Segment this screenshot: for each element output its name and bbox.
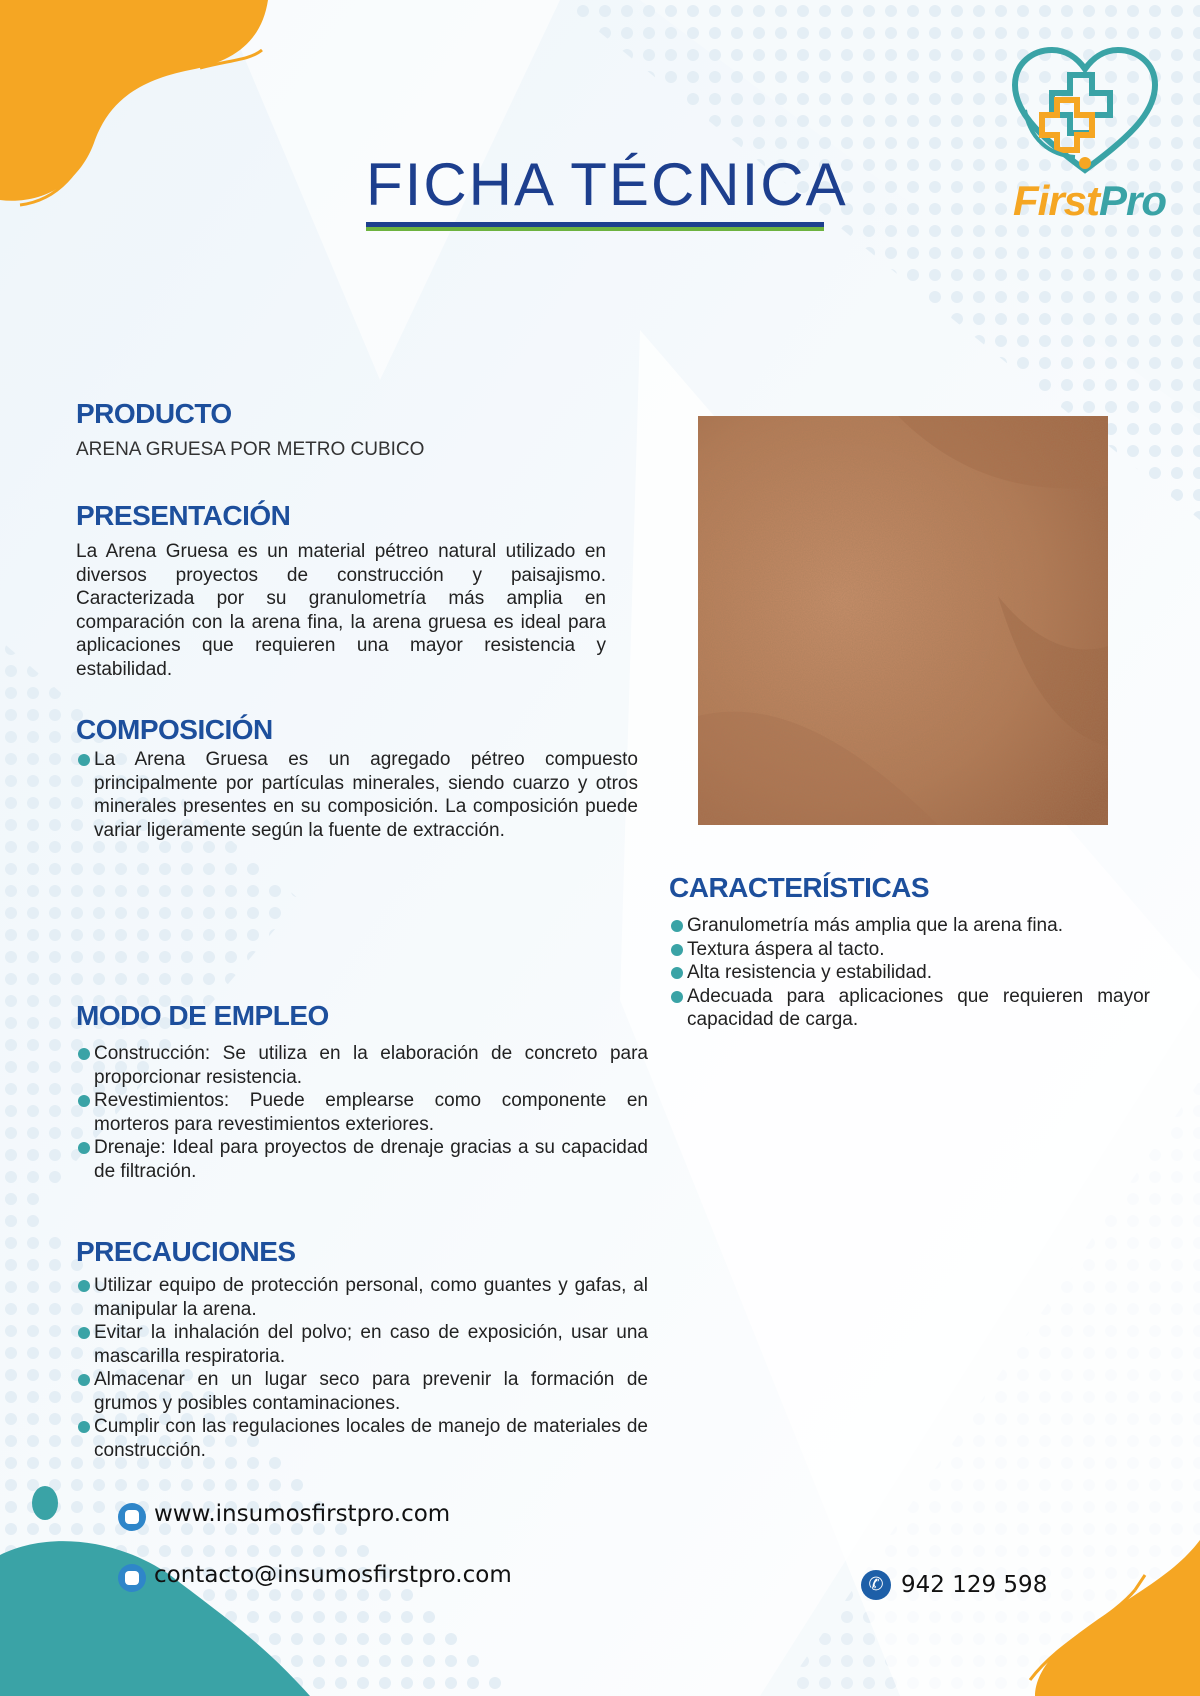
- list-item: La Arena Gruesa es un agregado pétreo compuesto principalmente por partículas minerales, siendo cuarzo y otros minerales presentes en su composición. La composición puede variar ligeramente según la fuente de extracción.: [76, 748, 638, 842]
- list-item: Utilizar equipo de protección personal, como guantes y gafas, al manipular la arena.: [76, 1274, 648, 1321]
- mail-icon: [118, 1564, 146, 1592]
- section-heading-presentacion: PRESENTACIÓN: [76, 500, 291, 531]
- list-item: Revestimientos: Puede emplearse como componente en morteros para revestimientos exteriores.: [76, 1089, 648, 1136]
- section-heading-producto: PRODUCTO: [76, 398, 232, 429]
- page-title: FICHA TÉCNICA: [366, 151, 848, 218]
- product-name: ARENA GRUESA POR METRO CUBICO: [76, 439, 425, 460]
- list-item: Almacenar en un lugar seco para prevenir la formación de grumos y posibles contaminaciones.: [76, 1368, 648, 1415]
- caracteristicas-list: [669, 914, 1150, 1032]
- list-item: Drenaje: Ideal para proyectos de drenaje gracias a su capacidad de filtración.: [76, 1136, 648, 1183]
- section-caracteristicas: [669, 872, 1150, 1032]
- section-producto: [76, 398, 616, 462]
- title-underline: [366, 222, 824, 231]
- email-link[interactable]: contacto@insumosfirstpro.com: [154, 1562, 512, 1588]
- presentacion-text: La Arena Gruesa es un material pétreo natural utilizado en diversos proyectos de construcción y paisajismo. Caracterizada por su granulometría más amplia en comparación con la arena fina, la arena gruesa es ideal para aplicaciones que requieren una mayor resistencia y estabilidad.: [76, 541, 606, 680]
- list-item: Cumplir con las regulaciones locales de manejo de materiales de construcción.: [76, 1415, 648, 1462]
- brand-logo: [1005, 45, 1165, 225]
- contact-phone: [861, 1570, 1061, 1604]
- contact-email: [118, 1561, 578, 1595]
- section-heading-precauciones: PRECAUCIONES: [76, 1236, 296, 1267]
- list-item: Granulometría más amplia que la arena fina.: [669, 914, 1150, 938]
- list-item: Construcción: Se utiliza en la elaboración de concreto para proporcionar resistencia.: [76, 1042, 648, 1089]
- precauciones-list: [76, 1274, 648, 1462]
- list-item: Adecuada para aplicaciones que requieren mayor capacidad de carga.: [669, 985, 1150, 1032]
- section-heading-composicion: COMPOSICIÓN: [76, 714, 273, 745]
- list-item: Alta resistencia y estabilidad.: [669, 961, 1150, 985]
- section-composicion: [76, 714, 638, 842]
- list-item: Textura áspera al tacto.: [669, 938, 1150, 962]
- section-precauciones: [76, 1236, 648, 1462]
- section-presentacion: [76, 500, 606, 681]
- brand-word-first: First: [1013, 177, 1100, 224]
- product-photo-sand: [698, 416, 1108, 825]
- phone-number[interactable]: 942 129 598: [901, 1572, 1048, 1598]
- section-heading-caracteristicas: CARACTERÍSTICAS: [669, 872, 930, 903]
- modo-empleo-list: [76, 1042, 648, 1183]
- heart-cross-icon: [1005, 45, 1165, 180]
- list-item: Evitar la inhalación del polvo; en caso de exposición, usar una mascarilla respiratoria.: [76, 1321, 648, 1368]
- section-modo-empleo: [76, 1000, 648, 1183]
- brand-name: [1013, 177, 1166, 225]
- brand-word-pro: Pro: [1099, 177, 1167, 224]
- composicion-list: [76, 748, 638, 842]
- website-link[interactable]: www.insumosfirstpro.com: [154, 1501, 451, 1527]
- phone-icon: ✆: [861, 1570, 891, 1600]
- globe-icon: [118, 1503, 146, 1531]
- contact-website: [118, 1500, 538, 1534]
- section-heading-modo-empleo: MODO DE EMPLEO: [76, 1000, 329, 1031]
